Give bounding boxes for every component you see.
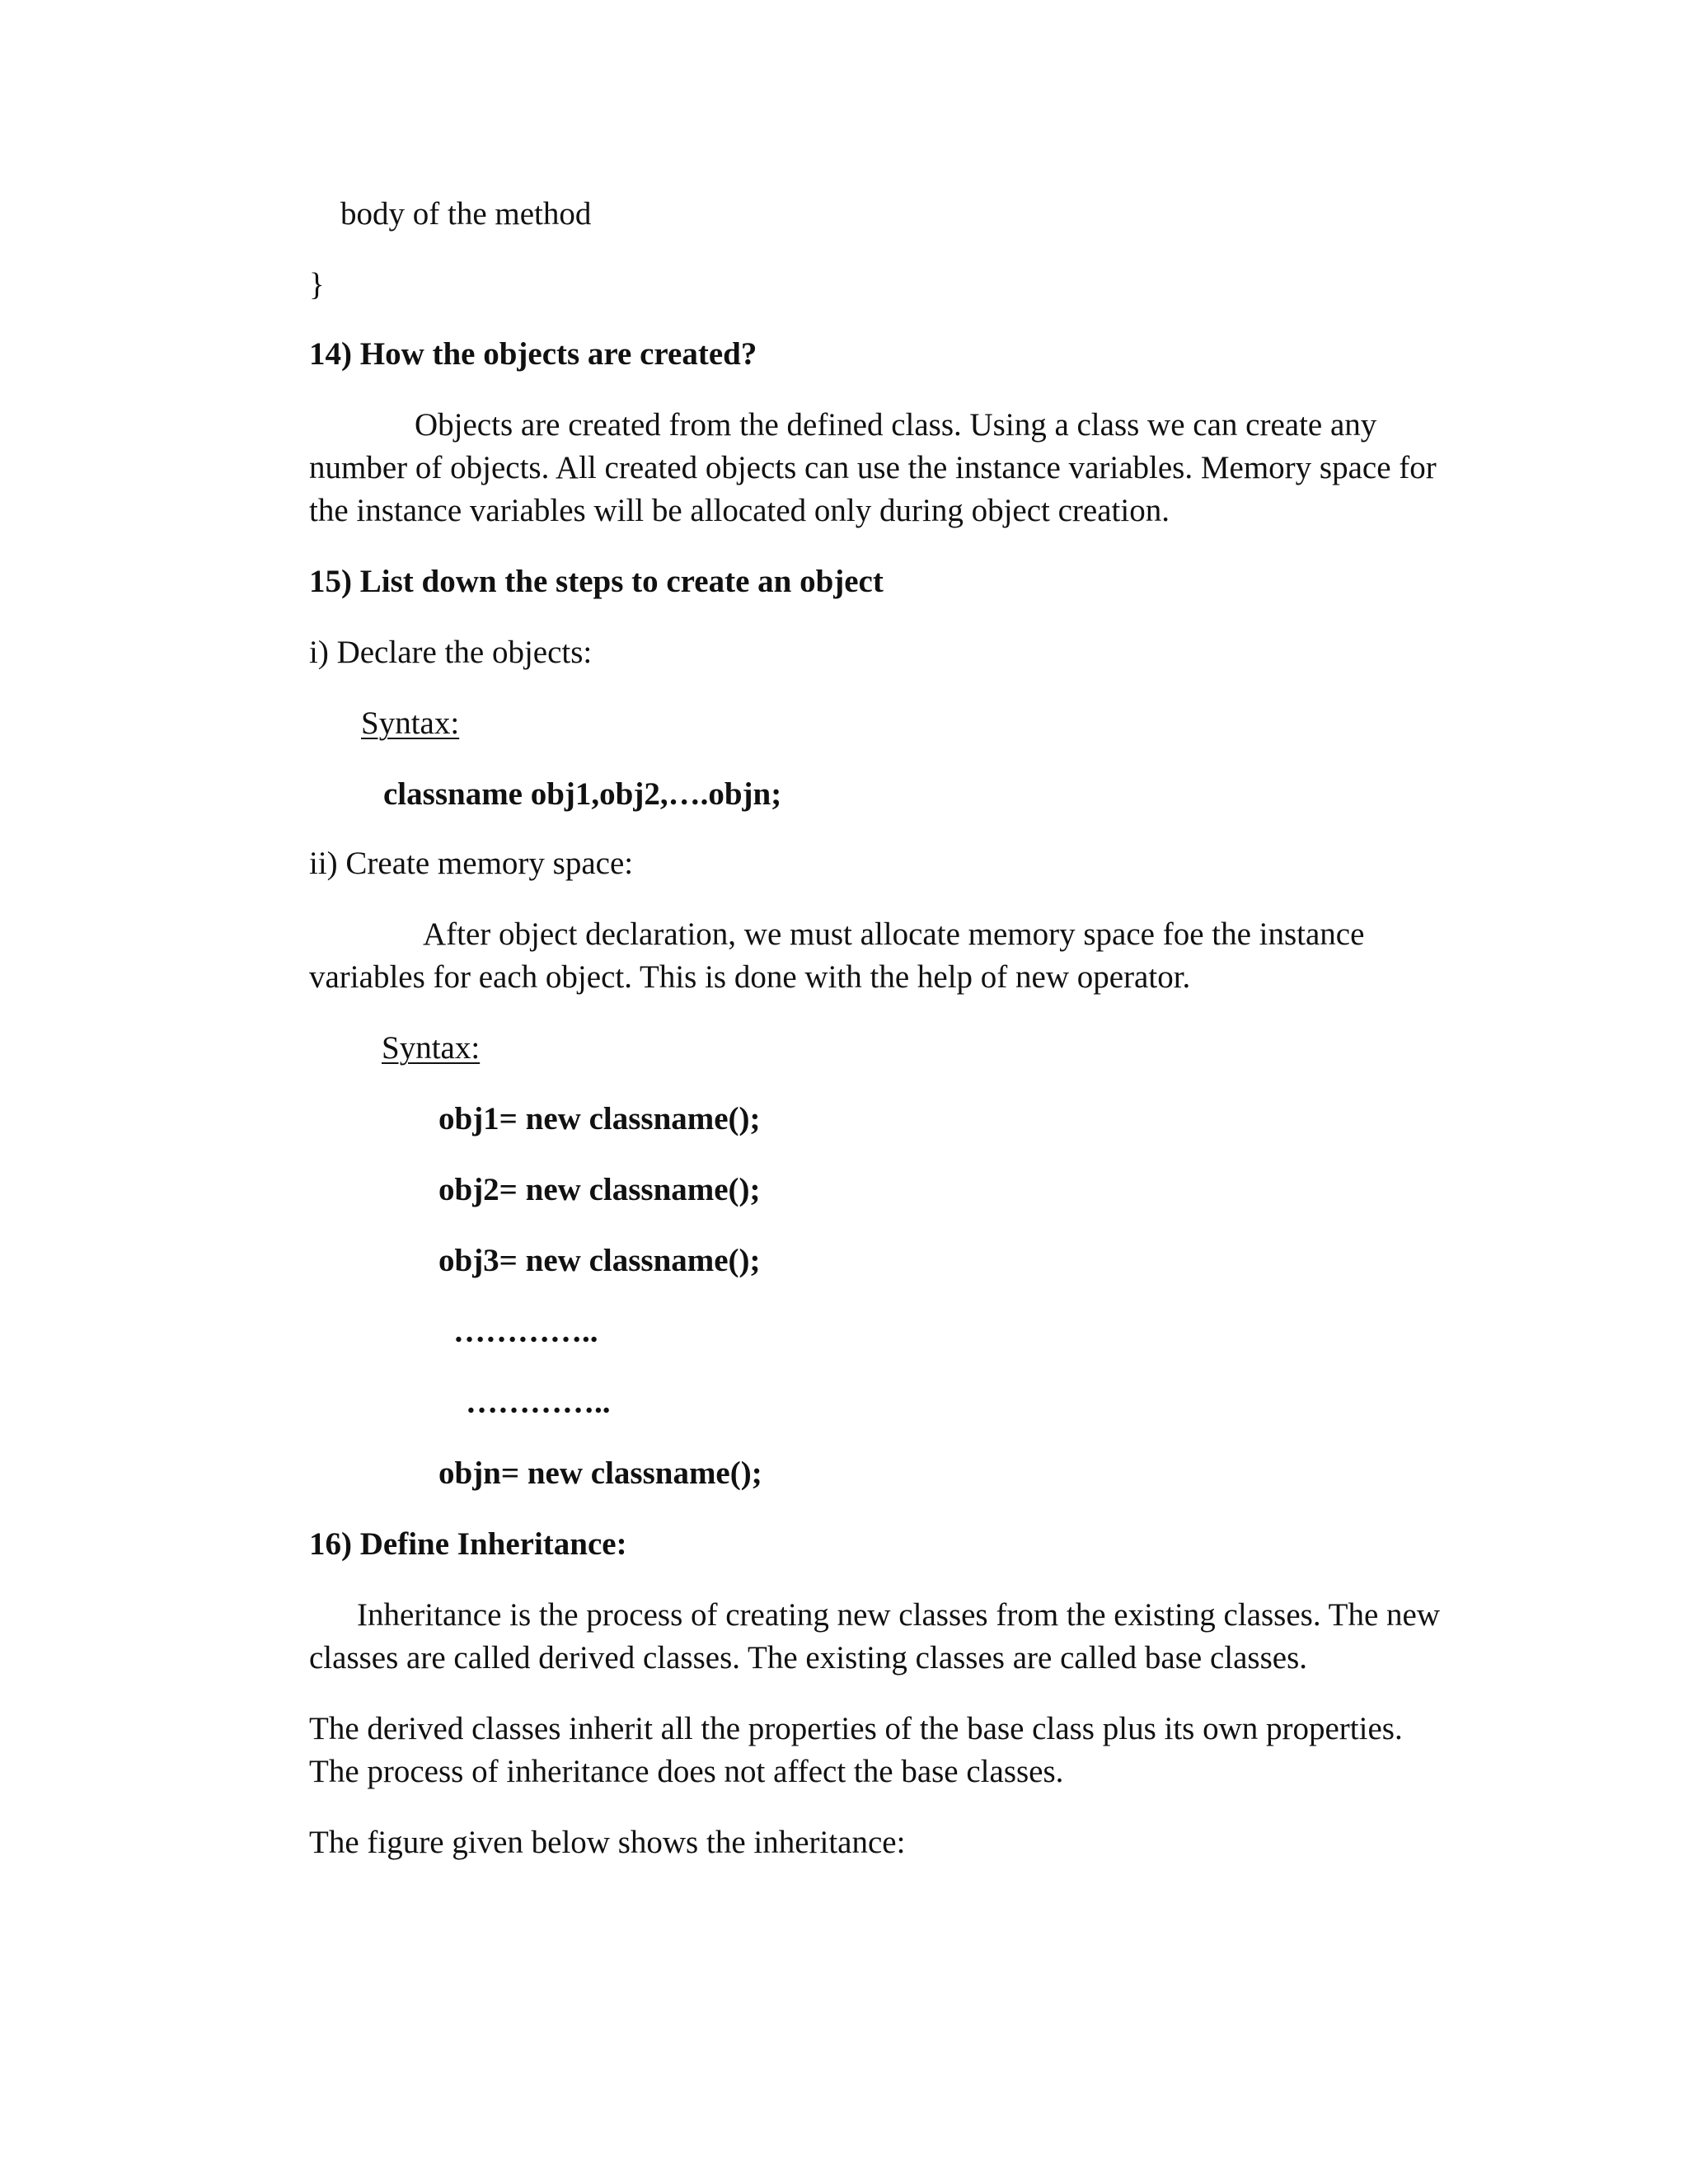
syntax-label-1: Syntax: (361, 705, 460, 741)
code-ellipsis-1: ………….. (453, 1314, 598, 1349)
step-2-create-memory: ii) Create memory space: (309, 846, 634, 881)
syntax-code-declare: classname obj1,obj2,….objn; (383, 776, 782, 812)
q14-paragraph-line-3: the instance variables will be allocated only during object creation. (309, 493, 1170, 528)
syntax-label-2: Syntax: (382, 1030, 481, 1066)
step-2-paragraph-line-2: variables for each object. This is done with the help of new operator. (309, 959, 1191, 995)
q16-paragraph-1-line-1: Inheritance is the process of creating new classes from the existing classes. The new (357, 1597, 1441, 1633)
code-line-obj3: obj3= new classname(); (438, 1243, 761, 1278)
q14-paragraph-line-1: Objects are created from the defined class. Using a class we can create any (415, 407, 1377, 443)
step-2-paragraph-line-1: After object declaration, we must allocate memory space foe the instance (423, 916, 1365, 952)
code-line-objn: objn= new classname(); (438, 1455, 762, 1491)
q16-paragraph-2-line-2: The process of inheritance does not affect the base classes. (309, 1754, 1064, 1789)
method-body-line: body of the method (340, 196, 592, 232)
code-line-obj2: obj2= new classname(); (438, 1172, 761, 1207)
q14-paragraph-line-2: number of objects. All created objects can use the instance variables. Memory space for (309, 450, 1437, 485)
closing-brace: } (309, 267, 325, 302)
question-14-heading: 14) How the objects are created? (309, 336, 757, 372)
question-15-heading: 15) List down the steps to create an object (309, 564, 884, 599)
code-ellipsis-2: ………….. (466, 1385, 611, 1420)
q16-paragraph-2-line-1: The derived classes inherit all the properties of the base class plus its own properties. (309, 1711, 1403, 1746)
code-line-obj1: obj1= new classname(); (438, 1101, 761, 1137)
q16-paragraph-1-line-2: classes are called derived classes. The existing classes are called base classes. (309, 1640, 1308, 1675)
figure-intro-line: The figure given below shows the inheritance: (309, 1825, 906, 1860)
step-1-declare-objects: i) Declare the objects: (309, 635, 593, 670)
question-16-heading: 16) Define Inheritance: (309, 1526, 627, 1562)
